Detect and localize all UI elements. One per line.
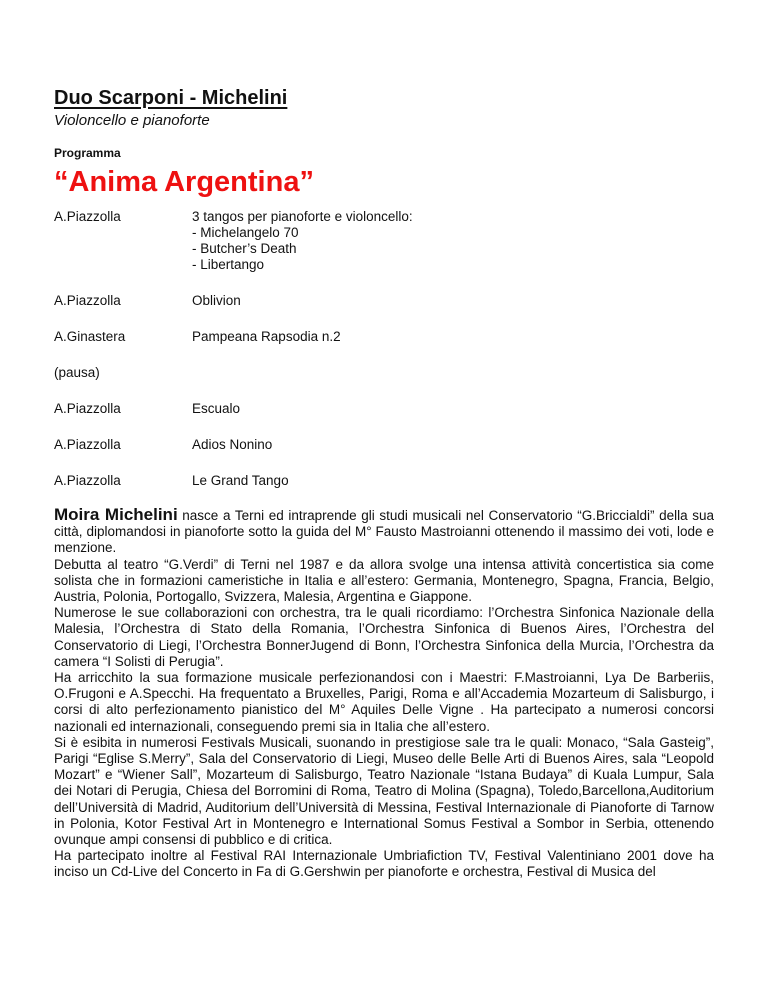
- bio-paragraph: Numerose le sue collaborazioni con orchestra, tra le quali ricordiamo: l’Orchestra Sinfonica Nazionale della Malesia, l’Orchestra di Stato della Romania, l’Orchestra Sinfonica di Buenos Aires, l’Orchestra del Conservatorio di Liegi, l’Orchestra BonnerJugend di Bonn, l’Orchestra Sinfonica della Murcia, l’Orchestra da camera “I Solisti di Perugia”.: [54, 605, 714, 669]
- composer: A.Piazzolla: [54, 437, 121, 452]
- programma-label: Programma: [54, 146, 121, 160]
- biography: [54, 507, 714, 881]
- program-row: [54, 329, 714, 345]
- program-row: [54, 401, 714, 417]
- composer: A.Ginastera: [54, 329, 126, 344]
- pause-label: (pausa): [54, 365, 100, 380]
- bio-paragraph: Ha partecipato inoltre al Festival RAI Internazionale Umbriafiction TV, Festival Valentiniano 2001 dove ha inciso un Cd-Live del Concerto in Fa di G.Gershwin per pianoforte e orchestra, Festival di Musica del: [54, 848, 714, 880]
- program-row: [54, 209, 714, 273]
- work-movement: - Libertango: [192, 257, 265, 272]
- work: [192, 209, 714, 273]
- program-row: [54, 473, 714, 489]
- document-page: [54, 86, 714, 881]
- concert-title: “Anima Argentina”: [54, 166, 314, 198]
- work-title: Pampeana Rapsodia n.2: [192, 329, 341, 344]
- bio-intro: nasce a Terni ed intraprende gli studi musicali nel Conservatorio “G.Briccialdi” della sua città, diplomandosi in pianoforte sotto la guida del M° Fausto Mastroianni ottenendo il massimo dei voti, lode e menzione.: [54, 508, 714, 556]
- bio-paragraph: [54, 507, 714, 557]
- bio-paragraph: Ha arricchito la sua formazione musicale perfezionandosi con i Maestri: F.Mastroianni, Lya De Barberiis, O.Frugoni e A.Specchi. Ha frequentato a Bruxelles, Parigi, Roma e all’Accademia Mozarteum di Salisburgo, i corsi di alto perfezionamento pianistico del M° Aquiles Delle Vigne . Ha partecipato a numerosi concorsi nazionali ed internazionali, conseguendo premi sia in Italia che all’estero.: [54, 670, 714, 734]
- bio-paragraph: Si è esibita in numerosi Festivals Musicali, suonando in prestigiose sale tra le quali: Monaco, “Sala Gasteig”, Parigi “Eglise S.Merry”, Sala del Conservatorio di Liegi, Museo delle Belle Arti di Buenos Aires, sala “Leopold Mozart” e “Wiener Sall”, Mozarteum di Salisburgo, Teatro Nazionale “Istana Budaya” di Kuala Lumpur, Sala dei Notari di Perugia, Chiesa del Borromini di Roma, Teatro di Molina (Spagna), Toledo,Barcellona,Auditorium dell’Università di Madrid, Auditorium dell’Università di Messina, Festival Internazionale di Pianoforte di Tarnow in Polonia, Kotor Festival Art in Montenegro e International Somus Festival a Sombor in Serbia, ottenendo ovunque ampi consensi di pubblico e di critica.: [54, 734, 714, 848]
- duo-subtitle: Violoncello e pianoforte: [54, 112, 210, 129]
- work-movement: - Butcher’s Death: [192, 241, 297, 256]
- program-row: [54, 437, 714, 453]
- bio-paragraph: Debutta al teatro “G.Verdi” di Terni nel 1987 e da allora svolge una intensa attività concertistica sia come solista che in formazioni cameristiche in Italia e all’estero: Germania, Montenegro, Spagna, Francia, Belgio, Austria, Polonia, Portogallo, Svizzera, Malesia, Argentina e Giappone.: [54, 556, 714, 605]
- duo-title: Duo Scarponi - Michelini: [54, 87, 288, 109]
- bio-name: Moira Michelini: [54, 505, 178, 524]
- work-title: Oblivion: [192, 293, 241, 308]
- composer: A.Piazzolla: [54, 209, 121, 224]
- composer: A.Piazzolla: [54, 401, 121, 416]
- work-title: 3 tangos per pianoforte e violoncello:: [192, 209, 413, 224]
- work-title: Adios Nonino: [192, 437, 273, 452]
- work-movement: - Michelangelo 70: [192, 225, 299, 240]
- program-list: [54, 209, 714, 489]
- work-title: Escualo: [192, 401, 241, 416]
- composer: A.Piazzolla: [54, 473, 121, 488]
- program-row: [54, 293, 714, 309]
- work-title: Le Grand Tango: [192, 473, 289, 488]
- composer: A.Piazzolla: [54, 293, 121, 308]
